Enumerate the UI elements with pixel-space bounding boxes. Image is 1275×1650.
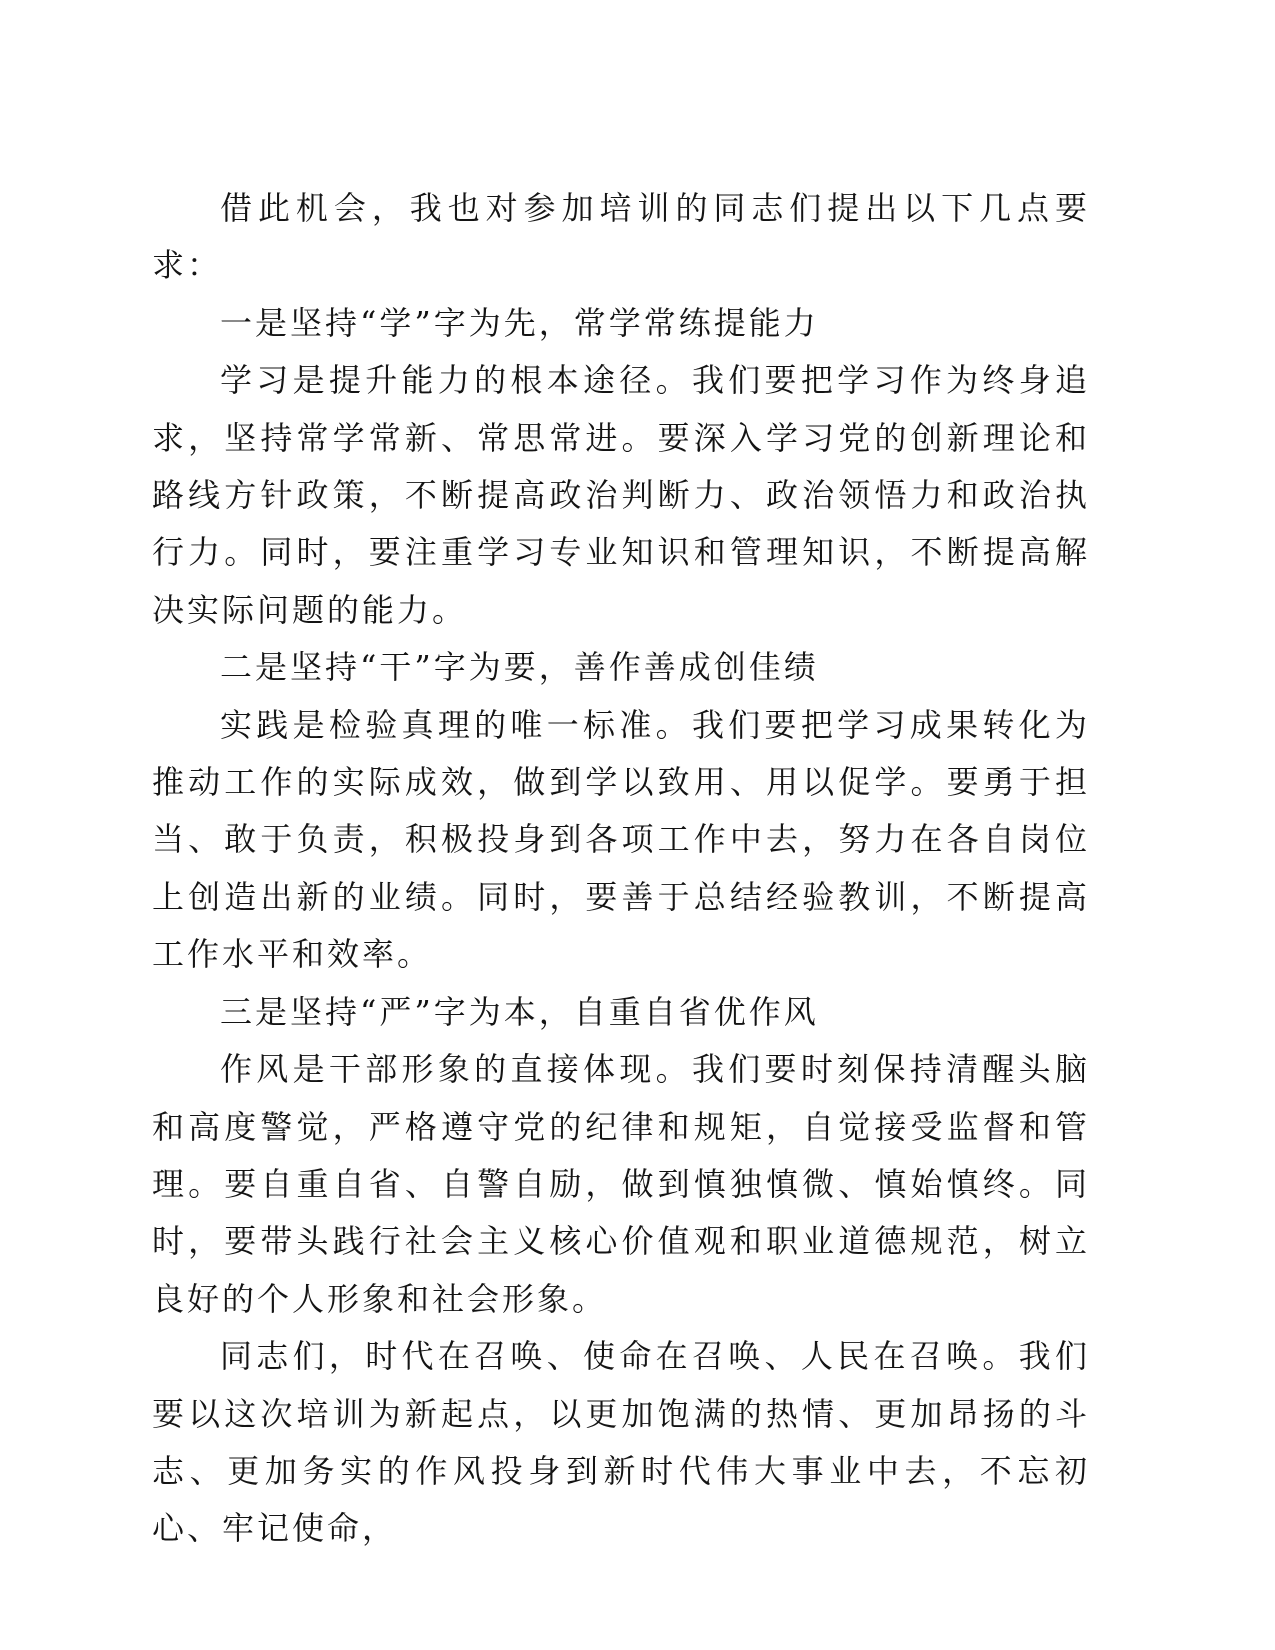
document-body [152,180,1090,1558]
section-paragraph-work: 实践是检验真理的唯一标准。我们要把学习成果转化为推动工作的实际成效，做到学以致用、用以促学。要勇于担当、敢于负责，积极投身到各项工作中去，努力在各自岗位上创造出新的业绩。同时，要善于总结经验教训，不断提高工作水平和效率。 [152,705,1090,974]
section-heading-strict: 三是坚持“严”字为本，自重自省优作风 [220,992,819,1031]
section-paragraph-study: 学习是提升能力的根本途径。我们要把学习作为终身追求，坚持常学常新、常思常进。要深入学习党的创新理论和路线方针政策，不断提高政治判断力、政治领悟力和政治执行力。同时，要注重学习专业知识和管理知识，不断提高解决实际问题的能力。 [152,361,1090,629]
section-heading-study: 一是坚持“学”字为先，常学常练提能力 [220,303,819,342]
intro-paragraph: 借此机会，我也对参加培训的同志们提出以下几点要求： [152,189,1090,285]
section-paragraph-strict: 作风是干部形象的直接体现。我们要时刻保持清醒头脑和高度警觉，严格遵守党的纪律和规矩，自觉接受监督和管理。要自重自省、自警自励，做到慎独慎微、慎始慎终。同时，要带头践行社会主义核心价值观和职业道德规范，树立良好的个人形象和社会形象。 [152,1050,1090,1318]
closing-paragraph: 同志们，时代在召唤、使命在召唤、人民在召唤。我们要以这次培训为新起点，以更加饱满的热情、更加昂扬的斗志、更加务实的作风投身到新时代伟大事业中去，不忘初心、牢记使命， [152,1337,1090,1548]
section-heading-work: 二是坚持“干”字为要，善作善成创佳绩 [220,648,819,687]
